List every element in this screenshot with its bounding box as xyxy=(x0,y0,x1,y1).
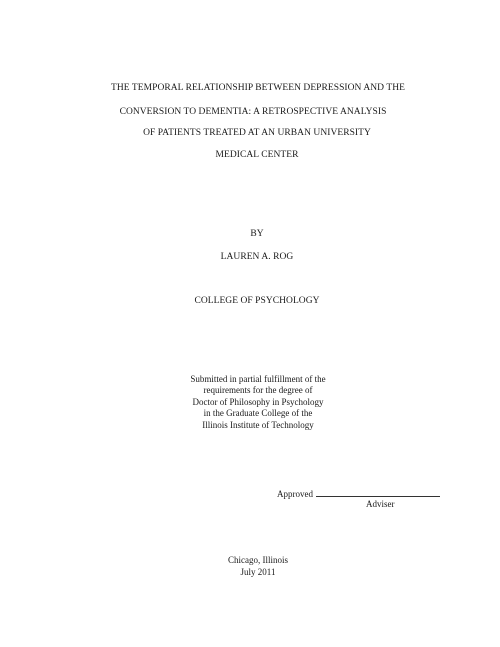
submission-line: in the Graduate College of the xyxy=(203,408,313,419)
approved-label: Approved xyxy=(277,489,313,499)
submission-line: Submitted in partial fulfillment of the xyxy=(190,374,326,384)
signature-blank xyxy=(316,487,440,497)
approval-line xyxy=(277,487,440,500)
title-line-3: OF PATIENTS TREATED AT AN URBAN UNIVERSITY xyxy=(143,128,371,138)
title-line-2: CONVERSION TO DEMENTIA: A RETROSPECTIVE ANALYSIS xyxy=(119,107,387,117)
adviser-label: Adviser xyxy=(366,499,395,509)
title-line-4: MEDICAL CENTER xyxy=(215,150,299,160)
location: Chicago, Illinois xyxy=(228,555,288,565)
submission-line: Doctor of Philosophy in Psychology xyxy=(192,396,324,407)
title-line-1: THE TEMPORAL RELATIONSHIP BETWEEN DEPRESSION AND THE xyxy=(111,83,405,93)
date: July 2011 xyxy=(240,566,276,577)
author-name: LAUREN A. ROG xyxy=(220,252,294,262)
submission-statement xyxy=(0,374,500,431)
by-label: BY xyxy=(250,229,264,239)
college-name: COLLEGE OF PSYCHOLOGY xyxy=(194,296,320,306)
submission-line: Illinois Institute of Technology xyxy=(202,419,314,430)
place-and-date xyxy=(0,555,500,578)
submission-line: requirements for the degree of xyxy=(203,385,313,396)
